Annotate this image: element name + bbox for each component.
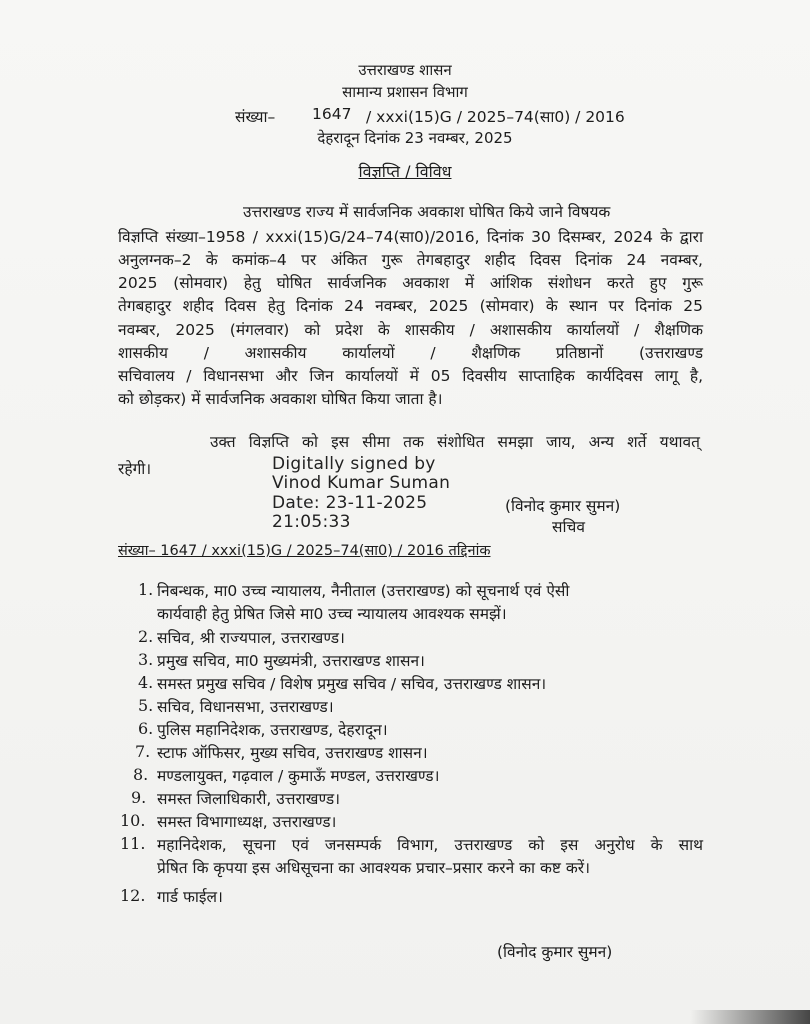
list-item: पुलिस महानिदेशक, उत्तराखण्ड, देहरादून। — [157, 721, 388, 739]
list-item: गार्ड फाईल। — [157, 888, 223, 906]
body-line-3: अनुलग्नक–2 के कमांक–4 पर अंकित गुरू तेगबहादुर शहीद दिवस दिनांक 24 नवम्बर, — [118, 251, 703, 269]
digital-sign-line-3: Date: 23-11-2025 — [272, 493, 428, 513]
list-item-number: 5. — [138, 696, 154, 715]
page-edge-shadow — [690, 1010, 810, 1024]
ref-label: संख्या– — [235, 108, 276, 126]
list-item-number: 11. — [120, 834, 146, 853]
govt-name: उत्तराखण्ड शासन — [358, 61, 452, 79]
list-item: निबन्धक, मा0 उच्च न्यायालय, नैनीताल (उत्तराखण्ड) को सूचनार्थ एवं ऐसी — [157, 582, 570, 600]
body-line-2: विज्ञप्ति संख्या–1958 / xxxi(15)G/24–74(सा0)/2016, दिनांक 30 दिसम्बर, 2024 के द्वारा — [118, 228, 703, 246]
list-item-number: 12. — [120, 886, 146, 905]
body-line-5: तेगबहादुर शहीद दिवस हेतु दिनांक 24 नवम्बर, 2025 (सोमवार) के स्थान पर दिनांक 25 — [118, 297, 703, 315]
list-item-number: 6. — [138, 719, 154, 738]
para2-line-2: रहेगी। — [118, 460, 152, 478]
list-item: प्रेषित कि कृपया इस अधिसूचना का आवश्यक प्रचार–प्रसार करने का कष्ट करें। — [157, 859, 590, 877]
list-item: सचिव, विधानसभा, उत्तराखण्ड। — [157, 698, 334, 716]
list-item: समस्त प्रमुख सचिव / विशेष प्रमुख सचिव / सचिव, उत्तराखण्ड शासन। — [157, 675, 547, 693]
list-item: स्टाफ ऑफिसर, मुख्य सचिव, उत्तराखण्ड शासन। — [157, 744, 428, 762]
signatory-name: (विनोद कुमार सुमन) — [505, 497, 621, 515]
list-item: समस्त जिलाधिकारी, उत्तराखण्ड। — [157, 790, 341, 808]
ref-code: / xxxi(15)G / 2025–74(सा0) / 2016 — [366, 108, 625, 126]
list-item: कार्यवाही हेतु प्रेषित जिसे मा0 उच्च न्यायालय आवश्यक समझें। — [157, 605, 507, 623]
document-title: विज्ञप्ति / विविध — [358, 162, 452, 181]
list-item: मण्डलायुक्त, गढ़वाल / कुमाऊँ मण्डल, उत्तराखण्ड। — [157, 767, 440, 785]
digital-sign-line-4: 21:05:33 — [272, 512, 351, 532]
body-line-8: सचिवालय / विधानसभा और जिन कार्यालयों में 05 दिवसीय साप्ताहिक कार्यदिवस लागू है, — [118, 367, 703, 385]
list-item-number: 2. — [138, 627, 154, 646]
list-item: महानिदेशक, सूचना एवं जनसम्पर्क विभाग, उत्तराखण्ड को इस अनुरोध के साथ — [157, 836, 703, 854]
para2-line-1: उक्त विज्ञप्ति को इस सीमा तक संशोधित समझा जाय, अन्य शर्ते यथावत् — [210, 433, 700, 451]
digital-sign-line-1: Digitally signed by — [272, 454, 436, 474]
body-line-1: उत्तराखण्ड राज्य में सार्वजनिक अवकाश घोषित किये जाने विषयक — [243, 203, 611, 221]
digital-sign-line-2: Vinod Kumar Suman — [272, 473, 451, 493]
list-item: प्रमुख सचिव, मा0 मुख्यमंत्री, उत्तराखण्ड शासन। — [157, 652, 425, 670]
footer-signatory: (विनोद कुमार सुमन) — [497, 943, 613, 961]
list-item-number: 8. — [133, 765, 149, 784]
list-item: समस्त विभागाध्यक्ष, उत्तराखण्ड। — [157, 813, 337, 831]
list-item-number: 9. — [131, 788, 147, 807]
list-item-number: 1. — [138, 580, 154, 599]
list-item-number: 4. — [138, 673, 154, 692]
list-item-number: 7. — [135, 742, 151, 761]
body-line-6: नवम्बर, 2025 (मंगलवार) को प्रदेश के शासकीय / अशासकीय कार्यालयों / शैक्षणिक — [118, 321, 703, 339]
list-item-number: 10. — [120, 811, 146, 830]
body-line-9: को छोड़कर) में सार्वजनिक अवकाश घोषित किया जाता है। — [118, 390, 443, 408]
body-line-7: शासकीय / अशासकीय कार्यालयों / शैक्षणिक प्रतिष्ठानों (उत्तराखण्ड — [118, 344, 703, 362]
signatory-designation: सचिव — [552, 518, 585, 536]
place-date: देहरादून दिनांक 23 नवम्बर, 2025 — [317, 129, 513, 147]
department-name: सामान्य प्रशासन विभाग — [342, 83, 468, 101]
body-line-4: 2025 (सोमवार) हेतु घोषित सार्वजनिक अवकाश में आंशिक संशोधन करते हुए गुरू — [118, 274, 703, 292]
ref-number: 1647 — [312, 105, 352, 123]
copy-reference: संख्या– 1647 / xxxi(15)G / 2025–74(सा0) / 2016 तद्दिनांक — [118, 543, 491, 559]
list-item-number: 3. — [138, 650, 154, 669]
list-item: सचिव, श्री राज्यपाल, उत्तराखण्ड। — [157, 629, 345, 647]
